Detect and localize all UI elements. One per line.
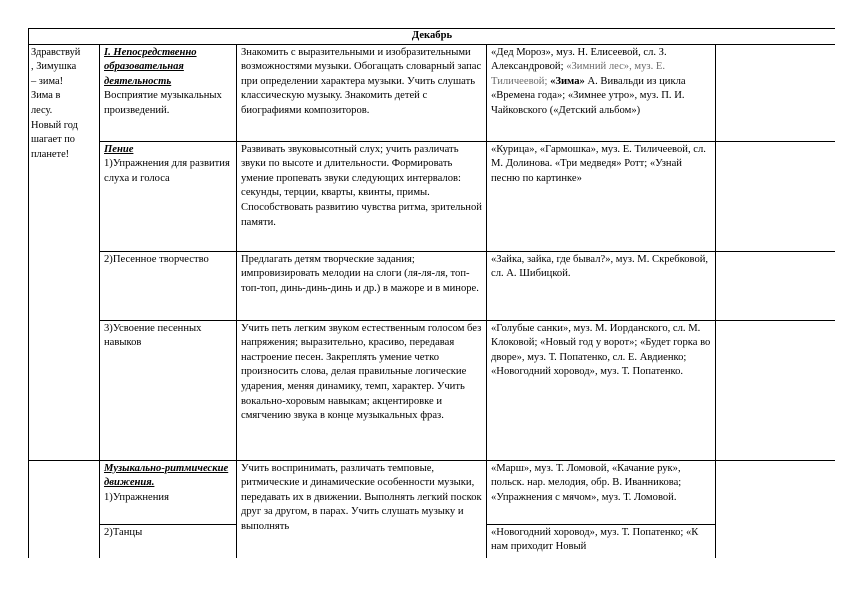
repertoire-cell: «Марш», муз. Т. Ломовой, «Качание рук», польск. нар. мелодия, обр. В. Иванникова; «Упражнения с мячом», муз. Т. Ломовой. — [487, 460, 716, 524]
tasks-cell: Предлагать детям творческие задания; импровизировать мелодии на слоги (ля-ля-ля, топ-топ-топ, динь-динь-динь и др.) в мажоре и в миноре. — [237, 251, 487, 320]
tasks-cell: Учить петь легким звуком естественным голосом без напряжения; выразительно, красиво, передавая настроение песен. Закреплять умение четко произносить слова, делая правильные логические ударения, меняя динамику, темп, характер. Учить вокально-хоровым навыкам; акцентировке и смягчению звука в конце музыкальных фраз. — [237, 320, 487, 460]
section-cell — [100, 460, 237, 524]
table-row — [29, 251, 836, 320]
document-page — [28, 28, 835, 558]
section-text: Восприятие музыкальных произведений. — [104, 90, 222, 116]
notes-cell — [716, 460, 836, 558]
plan-table — [28, 28, 835, 558]
section-title: Музыкально-ритмические движения. — [104, 462, 229, 489]
section-cell: 2)Танцы — [100, 524, 237, 558]
tasks-cell: Учить воспринимать, различать темповые, ритмические и динамические особенности музыки, передавать их в движении. Выполнять легкий поскок друг за другом, в парах. Учить слушать музыку и выполнять — [237, 460, 487, 558]
section-cell — [100, 141, 237, 251]
table-row — [29, 460, 836, 524]
section-cell: 2)Песенное творчество — [100, 251, 237, 320]
tasks-cell: Развивать звуковысотный слух; учить различать звуки по высоте и длительности. Формировать умение пропевать звуки следующих интервалов: секунды, терции, кварты, квинты, примы. Способствовать развитию чувства ритма, зрительной памяти. — [237, 141, 487, 251]
month-header-row — [29, 29, 836, 45]
tasks-cell: Знакомить с выразительными и изобразительными возможностями музыки. Обогащать словарный запас при определении характера музыки. Учить слушать классическую музыку. Знакомить детей с биографиями композиторов. — [237, 44, 487, 141]
repertoire-cell: «Зайка, зайка, где бывал?», муз. М. Скребковой, сл. А. Шибицкой. — [487, 251, 716, 320]
section-title: I. Непосредственно образовательная деятельность — [104, 46, 197, 87]
table-row — [29, 44, 836, 141]
table-row — [29, 141, 836, 251]
theme-cell-empty — [29, 460, 100, 558]
notes-cell — [716, 251, 836, 320]
repertoire-cell: «Курица», «Гармошка», муз. Е. Тиличеевой, сл. М. Долинова. «Три медведя» Ротт; «Узнай песню по картинке» — [487, 141, 716, 251]
repertoire-cell: «Дед Мороз», муз. Н. Елисеевой, сл. З. Александровой; «Зимний лес», муз. Е. Тиличеевой; «Зима» А. Вивальди из цикла «Времена года»; «Зимнее утро», муз. П. И. Чайковского («Детский альбом») — [487, 44, 716, 141]
repertoire-cell: «Новогодний хоровод», муз. Т. Попатенко; «К нам приходит Новый — [487, 524, 716, 558]
section-cell — [100, 44, 237, 141]
notes-cell — [716, 141, 836, 251]
section-text: 1)Упражнения для развития слуха и голоса — [104, 158, 230, 184]
section-cell: 3)Усвоение песенных навыков — [100, 320, 237, 460]
table-row — [29, 320, 836, 460]
notes-cell — [716, 44, 836, 141]
month-title: Декабрь — [29, 29, 836, 45]
section-text: 1)Упражнения — [104, 491, 169, 503]
notes-cell — [716, 320, 836, 460]
repertoire-cell: «Голубые санки», муз. М. Иорданского, сл. М. Клоковой; «Новый год у ворот»; «Будет горка во дворе», муз. Т. Попатенко, сл. Е. Авдиенко; «Новогодний хоровод», муз. Т. Попатенко. — [487, 320, 716, 460]
section-title: Пение — [104, 143, 134, 155]
theme-cell: Здравствуй , Зимушка – зима! Зима в лесу. Новый год шагает по планете! — [29, 44, 100, 460]
